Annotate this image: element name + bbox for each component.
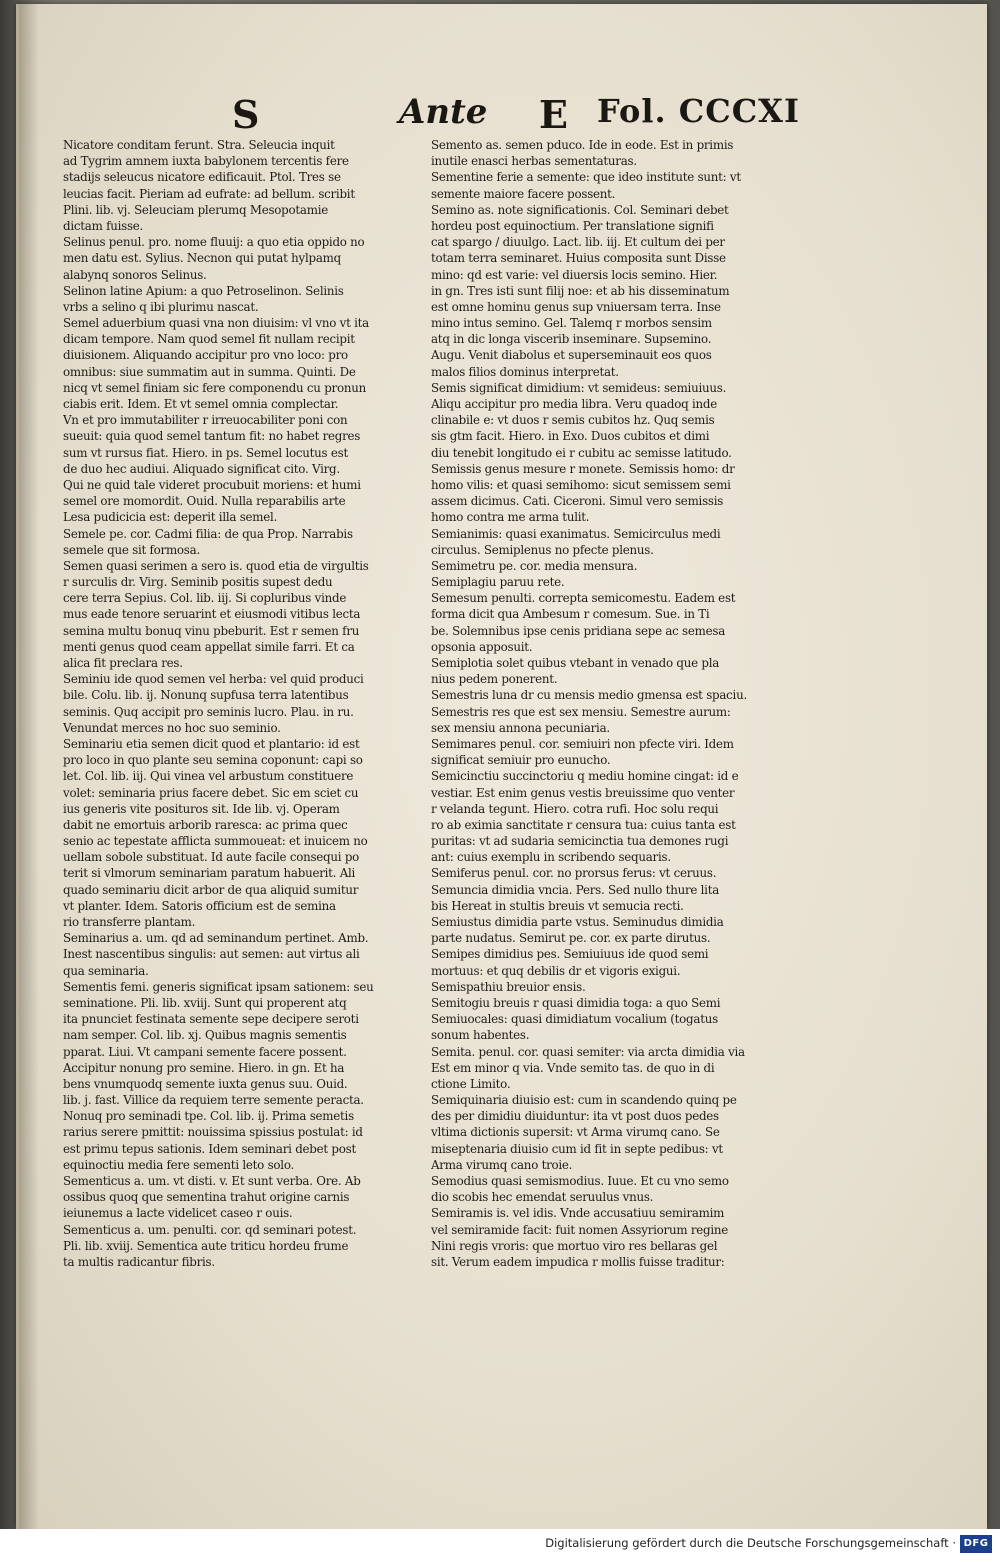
text-line: Semicinctiu succinctoriu q mediu homine cingat: id e <box>431 769 739 784</box>
text-line: Semita. penul. cor. quasi semiter: via arcta dimidia via <box>431 1044 745 1059</box>
text-line: omnibus: siue summatim aut in summa. Quinti. De <box>63 364 356 379</box>
text-line: Sementicus a. um. vt disti. v. Et sunt verba. Ore. Ab <box>63 1174 361 1188</box>
text-line: Pli. lib. xviij. Sementica aute triticu hordeu frume <box>63 1238 349 1253</box>
text-line: miseptenaria diuisio cum id fit in septe pedibus: vt <box>431 1141 723 1156</box>
text-line: men datu est. Sylius. Necnon qui putat hylpamq <box>63 251 341 266</box>
text-line: equinoctiu media fere sementi leto solo. <box>63 1157 295 1172</box>
text-line: ta multis radicantur fibris. <box>63 1254 215 1269</box>
text-line: parte nudatus. Semirut pe. cor. ex parte dirutus. <box>431 931 711 946</box>
book-page <box>16 4 987 1529</box>
text-line: Nonuq pro seminadi tpe. Col. lib. ij. Prima semetis <box>63 1109 354 1124</box>
text-line: sit. Verum eadem impudica r mollis fuisse traditur: <box>431 1254 725 1269</box>
text-line: sueuit: quia quod semel tantum fit: no habet regres <box>63 429 361 444</box>
text-line: ossibus quoq que sementina trahut origine carnis <box>63 1190 350 1205</box>
text-line: quado seminariu dicit arbor de qua aliquid sumitur <box>63 882 359 897</box>
text-line: pro loco in quo plante seu semina coponunt: capi so <box>63 753 363 768</box>
text-line: de duo hec audiui. Aliquado significat cito. Virg. <box>63 461 340 476</box>
text-line: Semuncia dimidia vncia. Pers. Sed nullo thure lita <box>431 882 720 897</box>
text-line: Sementine ferie a semente: que ideo institute sunt: vt <box>431 170 741 185</box>
text-line: Vn et pro immutabiliter r irreuocabiliter poni con <box>63 413 348 428</box>
text-line: let. Col. lib. iij. Qui vinea vel arbustum constituere <box>63 769 354 784</box>
text-line: Selinon latine Apium: a quo Petroselinon. Selinis <box>63 283 344 298</box>
text-line: bens vnumquodq semente iuxta genus suu. Ouid. <box>63 1076 348 1091</box>
text-line: homo contra me arma tulit. <box>431 510 590 525</box>
text-line: Semestris luna dr cu mensis medio gmensa est spaciu. <box>431 688 747 703</box>
text-line: Semiferus penul. cor. no prorsus ferus: vt ceruus. <box>431 866 717 881</box>
text-line: hordeu post equinoctium. Per translatione signifi <box>431 218 714 233</box>
text-line: bis Hereat in stultis breuis vt semucia recti. <box>431 898 684 913</box>
text-line: Selinus penul. pro. nome fluuij: a quo etia oppido no <box>63 235 365 250</box>
text-line: rarius serere pmittit: nouissima spissius postulat: id <box>63 1125 363 1140</box>
text-line: uellam sobole substituat. Id aute facile consequi po <box>63 850 360 865</box>
text-line: nam semper. Col. lib. xj. Quibus magnis sementis <box>63 1028 347 1043</box>
text-line: Semianimis: quasi exanimatus. Semicirculus medi <box>431 526 721 541</box>
text-line: Arma virumq cano troie. <box>431 1157 573 1172</box>
text-line: est primu tepus sationis. Idem seminari debet post <box>63 1141 356 1156</box>
page-gutter-shadow <box>19 4 39 1529</box>
text-line: Qui ne quid tale videret procubuit moriens: et humi <box>63 477 361 492</box>
signature-mark-left: S <box>232 92 260 137</box>
text-line: Augu. Venit diabolus et superseminauit eos quos <box>431 348 712 363</box>
text-line: vrbs a selino q ibi plurimu nascat. <box>63 299 259 314</box>
text-line: ciabis erit. Idem. Et vt semel omnia complectar. <box>63 397 339 411</box>
text-line: Semele pe. cor. Cadmi filia: de qua Prop. Narrabis <box>63 526 353 541</box>
text-line: Semiplotia solet quibus vtebant in venado que pla <box>431 656 720 670</box>
text-line: ad Tygrim amnem iuxta babylonem tercentis fere <box>63 154 349 169</box>
text-line: ro ab eximia sanctitate r censura tua: cuius tanta est <box>431 817 736 832</box>
text-line: ius generis vite posituros sit. Ide lib. vj. Operam <box>63 801 340 816</box>
text-line: forma dicit qua Ambesum r comesum. Sue. in Ti <box>431 607 710 622</box>
text-line: clinabile e: vt duos r semis cubitos hz. Quq semis <box>431 413 715 428</box>
text-line: Semino as. note significationis. Col. Seminari debet <box>431 202 729 217</box>
text-line: assem dicimus. Cati. Ciceroni. Simul vero semissis <box>431 494 724 509</box>
text-line: opsonia apposuit. <box>431 639 533 654</box>
text-line: Venundat merces no hoc suo seminio. <box>63 720 281 735</box>
text-line: lib. j. fast. Villice da requiem terre semente peracta. <box>63 1093 364 1108</box>
text-line: mino: qd est varie: vel diuersis locis semino. Hier. <box>431 267 718 282</box>
text-line: Semel aduerbium quasi vna non diuisim: vl vno vt ita <box>63 316 369 331</box>
text-line: Semissis genus mesure r monete. Semissis homo: dr <box>431 461 735 476</box>
funding-credit: Digitalisierung gefördert durch die Deutsche Forschungsgemeinschaft · <box>545 1536 956 1550</box>
text-line: vt planter. Idem. Satoris officium est de semina <box>63 898 336 913</box>
footer-bar <box>0 1529 1000 1562</box>
text-line: atq in dic longa viscerib inseminare. Supsemino. <box>431 332 712 347</box>
text-line: ita pnunciet festinata semente sepe decipere seroti <box>63 1012 359 1027</box>
text-line: ant: cuius exemplu in scribendo sequaris. <box>431 850 671 865</box>
text-line: dictam fuisse. <box>63 218 144 233</box>
text-line: Seminarius a. um. qd ad seminandum pertinet. Amb. <box>63 931 369 946</box>
text-line: cat spargo / diuulgo. Lact. lib. iij. Et cultum dei per <box>431 235 725 250</box>
text-line: mus eade tenore seruarint et eiusmodi vitibus lecta <box>63 607 361 622</box>
text-line: ctione Limito. <box>431 1076 511 1091</box>
text-line: totam terra seminaret. Huius composita sunt Disse <box>431 251 726 266</box>
text-line: alica fit preclara res. <box>63 656 183 670</box>
text-line: Semen quasi serimen a sero is. quod etia de virgultis <box>63 558 369 573</box>
text-line: semel ore momordit. Ouid. Nulla reparabilis arte <box>63 494 346 509</box>
text-line: Semodius quasi semismodius. Iuue. Et cu vno semo <box>431 1174 729 1188</box>
text-line: mortuus: et quq debilis dr et vigoris exigui. <box>431 963 681 978</box>
text-line: nius pedem ponerent. <box>431 672 558 687</box>
text-line: vel semiramide facit: fuit nomen Assyriorum regine <box>431 1222 728 1237</box>
text-line: Semiquinaria diuisio est: cum in scandendo quinq pe <box>431 1093 737 1108</box>
text-line: leucias facit. Pieriam ad eufrate: ad bellum. scribit <box>63 186 355 201</box>
text-line: Nicatore conditam ferunt. Stra. Seleucia inquit <box>63 138 335 152</box>
text-line: bile. Colu. lib. ij. Nonunq supfusa terra latentibus <box>63 688 349 703</box>
text-line: terit si vlmorum seminariam paratum habuerit. Ali <box>63 866 356 881</box>
text-line: Semimetru pe. cor. media mensura. <box>431 558 638 573</box>
text-line: seminis. Quq accipit pro seminis lucro. Plau. in ru. <box>63 704 354 719</box>
text-line: sis gtm facit. Hiero. in Exo. Duos cubitos et dimi <box>431 429 710 444</box>
text-line: Seminiu ide quod semen vel herba: vel quid produci <box>63 672 364 687</box>
text-line: Semesum penulti. correpta semicomestu. Eadem est <box>431 591 736 606</box>
text-line: Nini regis vroris: que mortuo viro res bellaras gel <box>431 1238 718 1253</box>
text-line: sum vt rursus fiat. Hiero. in ps. Semel locutus est <box>63 445 348 460</box>
text-line: Aliqu accipitur pro media libra. Veru quadoq inde <box>431 397 718 411</box>
text-line: Inest nascentibus singulis: aut semen: aut virtus ali <box>63 947 360 962</box>
text-line: alabynq sonoros Selinus. <box>63 267 207 282</box>
text-line: pparat. Liui. Vt campani semente facere possent. <box>63 1044 347 1059</box>
text-line: mino intus semino. Gel. Talemq r morbos sensim <box>431 316 712 331</box>
text-line: est omne hominu genus sup vniuersam terra. Inse <box>431 299 721 314</box>
text-line: Semiustus dimidia parte vstus. Seminudus dimidia <box>431 915 724 929</box>
text-line: Semis significat dimidium: vt semideus: semiuiuus. <box>431 380 727 395</box>
text-line: r surculis dr. Virg. Seminib positis supest dedu <box>63 575 333 590</box>
text-line: vltima dictionis supersit: vt Arma virumq cano. Se <box>431 1125 720 1140</box>
right-text-column <box>431 137 803 1270</box>
text-line: Est em minor q via. Vnde semito tas. de quo in di <box>431 1060 715 1075</box>
text-line: semele que sit formosa. <box>63 542 200 557</box>
text-line: sonum habentes. <box>431 1028 530 1043</box>
text-line: in gn. Tres isti sunt filij noe: et ab his disseminatum <box>431 283 730 298</box>
text-line: menti genus quod ceam appellat simile farri. Et ca <box>63 639 355 654</box>
signature-mark-right: E <box>539 92 568 137</box>
text-line: vestiar. Est enim genus vestis breuissime quo venter <box>431 785 735 800</box>
text-line: Semipes dimidius pes. Semiuiuus ide quod semi <box>431 947 709 962</box>
text-line: cere terra Sepius. Col. lib. iij. Si copluribus vinde <box>63 591 347 606</box>
text-line: semente maiore facere possent. <box>431 186 616 201</box>
text-line: Semiuocales: quasi dimidiatum vocalium (togatus <box>431 1012 718 1027</box>
text-line: des per dimidiu diuiduntur: ita vt post duos pedes <box>431 1109 719 1124</box>
text-line: sex mensiu annona pecuniaria. <box>431 720 610 735</box>
left-text-column <box>63 137 435 1270</box>
text-line: Sementicus a. um. penulti. cor. qd seminari potest. <box>63 1222 357 1237</box>
running-headword: Ante <box>399 92 488 132</box>
text-line: Semiplagiu paruu rete. <box>431 575 565 590</box>
text-line: dicam tempore. Nam quod semel fit nullam recipit <box>63 332 355 347</box>
folio-number: Fol. CCCXI <box>597 92 800 130</box>
text-line: circulus. Semiplenus no pfecte plenus. <box>431 542 654 557</box>
text-line: semina multu bonuq vinu pbeburit. Est r semen fru <box>63 623 360 638</box>
text-line: dabit ne emortuis arborib raresca: ac prima quec <box>63 817 348 832</box>
text-line: Semispathiu breuior ensis. <box>431 979 586 994</box>
text-line: volet: seminaria prius facere debet. Sic em sciet cu <box>63 785 359 800</box>
text-line: qua seminaria. <box>63 963 149 978</box>
text-line: Accipitur nonung pro semine. Hiero. in gn. Et ha <box>63 1060 345 1075</box>
text-line: seminatione. Pli. lib. xviij. Sunt qui properent atq <box>63 995 347 1010</box>
text-line: malos filios dominus interpretat. <box>431 364 619 379</box>
text-line: Semento as. semen pduco. Ide in eode. Est in primis <box>431 138 734 152</box>
text-line: ieiunemus a lacte videlicet caseo r ouis. <box>63 1206 293 1221</box>
text-line: senio ac tepestate afflicta summoueat: et inuicem no <box>63 834 368 849</box>
text-line: homo vilis: et quasi semihomo: sicut semissem semi <box>431 477 731 492</box>
text-line: diuisionem. Aliquando accipitur pro vno loco: pro <box>63 348 348 363</box>
text-line: Sementis femi. generis significat ipsam sationem: seu <box>63 979 374 994</box>
dfg-logo: DFG <box>960 1535 992 1553</box>
text-line: stadijs seleucus nicatore edificauit. Ptol. Tres se <box>63 170 341 185</box>
text-line: be. Solemnibus ipse cenis pridiana sepe ac semesa <box>431 623 726 638</box>
text-line: significat semiuir pro eunucho. <box>431 753 611 768</box>
text-line: puritas: vt ad sudaria semicinctia tua demones rugi <box>431 834 729 849</box>
text-line: Semiramis is. vel idis. Vnde accusatiuu semiramim <box>431 1206 725 1221</box>
text-line: nicq vt semel finiam sic fere componendu cu pronun <box>63 380 366 395</box>
text-line: r velanda tegunt. Hiero. cotra rufi. Hoc solu requi <box>431 801 719 816</box>
text-line: Seminariu etia semen dicit quod et plantario: id est <box>63 736 360 751</box>
text-line: Plini. lib. vj. Seleuciam plerumq Mesopotamie <box>63 202 328 217</box>
text-line: rio transferre plantam. <box>63 915 196 929</box>
text-line: Semitogiu breuis r quasi dimidia toga: a quo Semi <box>431 995 721 1010</box>
text-line: inutile enasci herbas sementaturas. <box>431 154 637 169</box>
text-line: Semimares penul. cor. semiuiri non pfecte viri. Idem <box>431 736 734 751</box>
text-line: Semestris res que est sex mensiu. Semestre aurum: <box>431 704 731 719</box>
text-line: Lesa pudicicia est: deperit illa semel. <box>63 510 278 525</box>
text-line: dio scobis hec emendat seruulus vnus. <box>431 1190 654 1205</box>
text-line: diu tenebit longitudo ei r cubitu ac semisse latitudo. <box>431 445 732 460</box>
